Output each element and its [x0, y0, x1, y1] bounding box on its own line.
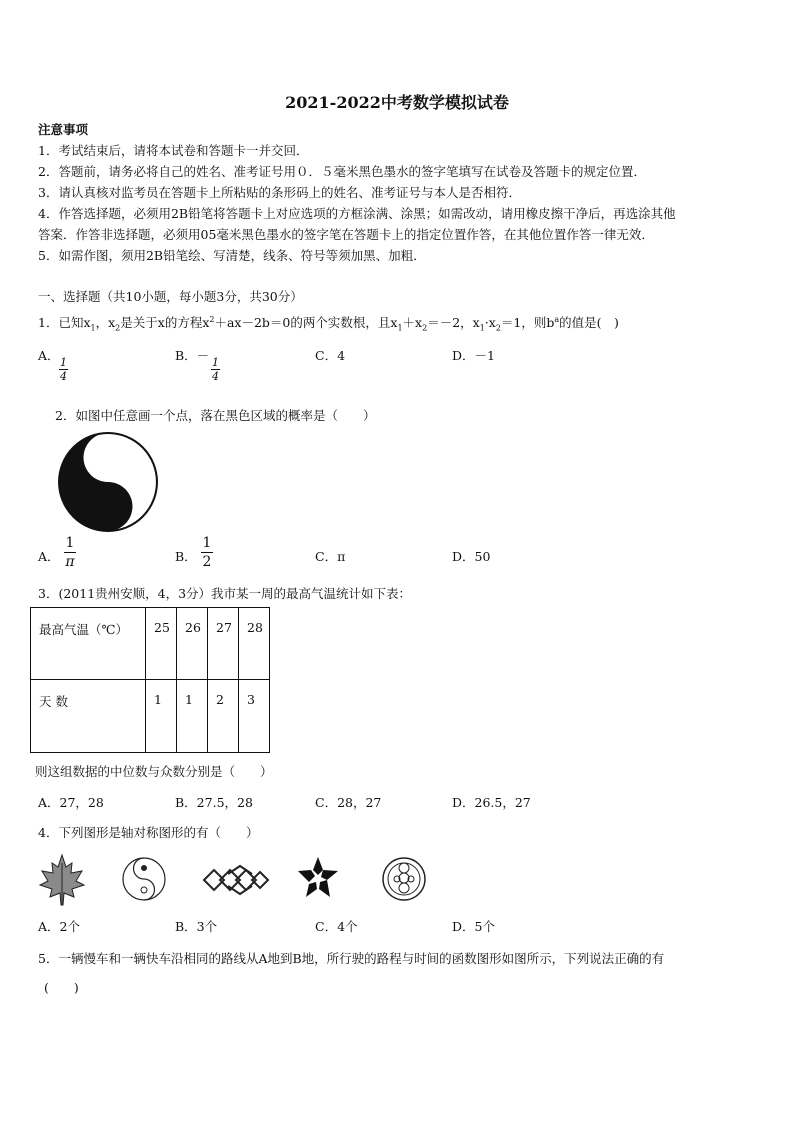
temperature-table — [30, 607, 270, 753]
notice-item-5: 5．如需作图，须用2B铅笔绘、写清楚，线条、符号等须加黑、加粗． — [38, 248, 426, 263]
q1-option-a-fraction: 1 4 — [60, 356, 67, 383]
q4-option-b[interactable]: B．3个 — [175, 919, 218, 934]
q4-option-a[interactable]: A．2个 — [38, 919, 80, 934]
q1-option-b[interactable]: B．－ — [175, 348, 210, 363]
q1-option-a[interactable]: A． — [38, 348, 60, 363]
q3-option-a[interactable]: A．27，28 — [38, 795, 104, 810]
q2-option-b-fraction: 1 2 — [202, 535, 212, 570]
q5-answer-paren: ( ) — [44, 980, 79, 995]
q2-option-c[interactable]: C．π — [315, 549, 346, 564]
section-heading: 一、选择题（共10小题，每小题3分，共30分） — [38, 289, 303, 304]
small-yin-yang-figure — [120, 855, 168, 903]
q4-option-c[interactable]: C．4个 — [315, 919, 358, 934]
notice-item-3: 3．请认真核对监考员在答题卡上所粘贴的条形码上的姓名、准考证号与本人是否相符． — [38, 185, 521, 200]
q1-stem: 1．已知$x_1$，$x_2$是关于x的方程$x^2+ax-2b=0$的两个实数根，且$x_1+x_2=-2$，$x_1\cdot x_2=1$，则$b^a$的值是( ) — [38, 314, 619, 333]
maple-leaf-figure — [38, 853, 86, 907]
notice-item-4-cont: 答案．作答非选择题，必须用05毫米黑色墨水的签字笔在答题卡上的指定位置作答，在其他位置作答一律无效． — [38, 227, 654, 242]
table-row — [31, 680, 270, 753]
table-row — [31, 608, 270, 680]
table-cell: 2 — [208, 680, 239, 753]
notice-item-4: 4．作答选择题，必须用2B铅笔将答题卡上对应选项的方框涂满、涂黑；如需改动，请用橡皮擦干净后，再选涂其他 — [38, 206, 676, 221]
q3-option-d[interactable]: D．26.5，27 — [452, 795, 531, 810]
notice-heading: 注意事项 — [38, 122, 89, 137]
knot-pattern-figure — [200, 860, 270, 900]
table-cell: 26 — [177, 608, 208, 680]
q2-option-b[interactable]: B． — [175, 549, 197, 564]
table-cell: 3 — [239, 680, 270, 753]
yin-yang-figure — [57, 431, 159, 533]
q2-option-a-fraction: 1 π — [65, 535, 75, 570]
q4-stem: 4．下列图形是轴对称图形的有（ ） — [38, 825, 259, 840]
table-cell: 1 — [177, 680, 208, 753]
q1-option-d[interactable]: D．－1 — [452, 348, 495, 363]
q2-option-d[interactable]: D．50 — [452, 549, 491, 564]
q2-stem: 2．如图中任意画一个点，落在黑色区域的概率是（ ） — [55, 408, 376, 423]
q3-stem: 3．(2011贵州安顺，4，3分）我市某一周的最高气温统计如下表： — [38, 586, 412, 601]
notice-item-1: 1．考试结束后，请将本试卷和答题卡一并交回． — [38, 143, 309, 158]
notice-item-2: 2．答题前，请务必将自己的姓名、准考证号用０．５毫米黑色墨水的签字笔填写在试卷及答题卡的规定位置． — [38, 164, 646, 179]
q2-option-a[interactable]: A． — [38, 549, 60, 564]
star-flower-figure — [296, 855, 340, 901]
q1-option-b-fraction: 1 4 — [212, 356, 219, 383]
nested-circles-figure — [380, 855, 428, 903]
table-cell: 28 — [239, 608, 270, 680]
q1-option-c[interactable]: C．4 — [315, 348, 346, 363]
table-cell: 天 数 — [31, 680, 146, 753]
table-cell: 25 — [146, 608, 177, 680]
q3-question: 则这组数据的中位数与众数分别是（ ） — [35, 764, 273, 779]
table-cell: 最高气温（℃） — [31, 608, 146, 680]
q4-option-d[interactable]: D．5个 — [452, 919, 495, 934]
q3-option-b[interactable]: B．27.5，28 — [175, 795, 253, 810]
table-cell: 27 — [208, 608, 239, 680]
q5-stem: 5．一辆慢车和一辆快车沿相同的路线从A地到B地，所行驶的路程与时间的函数图形如图所示，下列说法正确的有 — [38, 951, 665, 966]
q3-option-c[interactable]: C．28，27 — [315, 795, 382, 810]
page-title: 2021-2022中考数学模拟试卷 — [285, 93, 509, 112]
table-cell: 1 — [146, 680, 177, 753]
